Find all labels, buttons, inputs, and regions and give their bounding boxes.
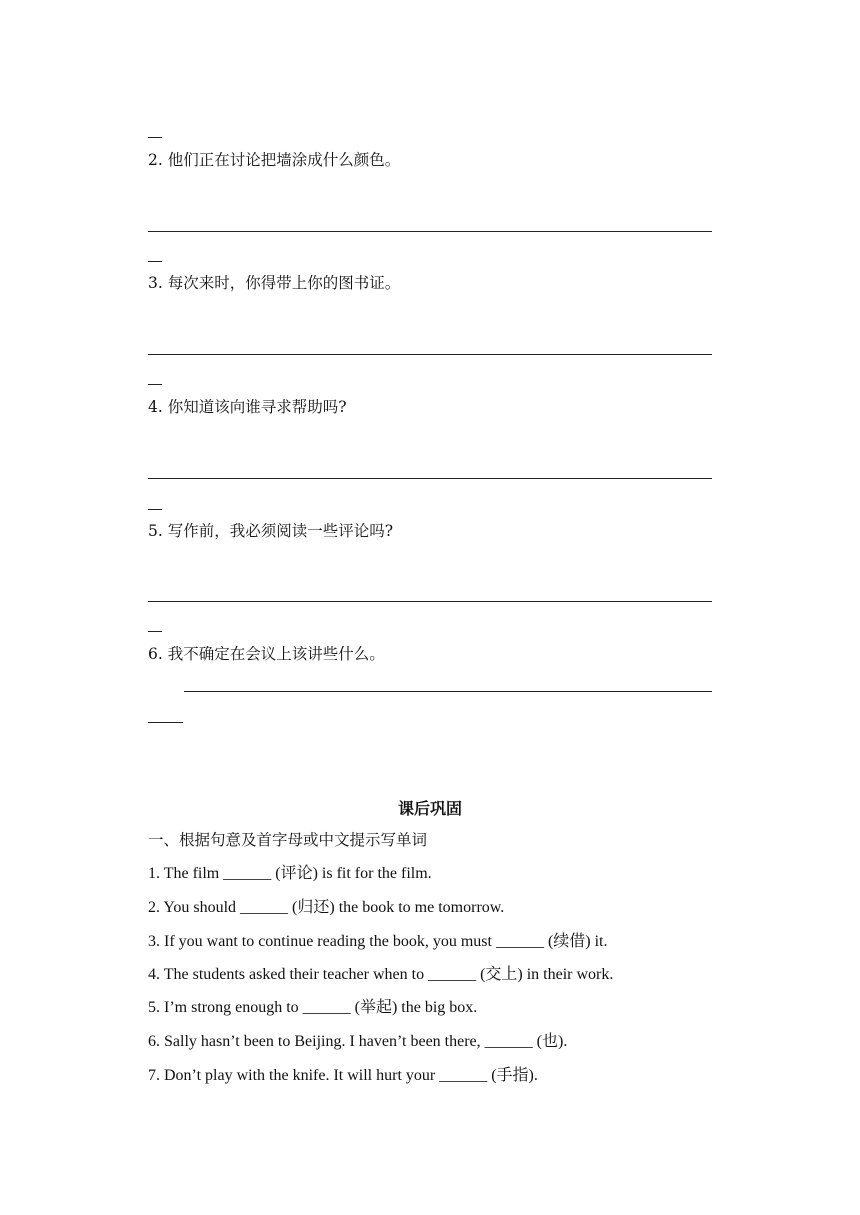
translation-item-2 (148, 150, 400, 170)
section-title: 课后巩固 (397, 799, 462, 818)
translation-item-5 (148, 521, 393, 541)
item-text: 写作前，我必须阅读一些评论吗? (167, 522, 394, 540)
exercise-2: 2. You should ______ (归还) the book to me tomorrow. (148, 899, 505, 916)
answer-line-tail (148, 722, 183, 723)
exercise-6: 6. Sally hasn’t been to Beijing. I haven’t been there, ______ (也). (148, 1033, 568, 1050)
item-number: 2. (148, 151, 163, 169)
answer-line[interactable] (148, 601, 712, 602)
answer-line[interactable] (148, 231, 712, 232)
translation-item-6 (148, 644, 385, 664)
item-text: 你知道该向谁寻求帮助吗? (167, 398, 347, 416)
answer-line-tail (148, 631, 162, 632)
answer-line[interactable] (184, 691, 712, 692)
item-text: 每次来时，你得带上你的图书证。 (167, 274, 401, 292)
exercise-5: 5. I’m strong enough to ______ (举起) the big box. (148, 999, 478, 1016)
exercise-4: 4. The students asked their teacher when to ______ (交上) in their work. (148, 966, 614, 983)
exercise-7: 7. Don’t play with the knife. It will hurt your ______ (手指). (148, 1067, 538, 1084)
item-text: 他们正在讨论把墙涂成什么颜色。 (167, 151, 401, 169)
translation-item-4 (148, 397, 347, 417)
item-number: 4. (148, 398, 163, 416)
item-number: 5. (148, 522, 163, 540)
item-text: 我不确定在会议上该讲些什么。 (167, 645, 385, 663)
exercise-3: 3. If you want to continue reading the book, you must ______ (续借) it. (148, 933, 608, 950)
answer-line-tail (148, 261, 162, 262)
answer-line[interactable] (148, 354, 712, 355)
answer-line-tail (148, 509, 162, 510)
item-number: 6. (148, 645, 163, 663)
exercise-1: 1. The film ______ (评论) is fit for the film. (148, 865, 432, 882)
answer-line-tail (148, 384, 162, 385)
translation-item-3 (148, 273, 400, 293)
part-heading: 一、根据句意及首字母或中文提示写单词 (148, 831, 428, 849)
answer-line-tail (148, 137, 162, 138)
answer-line[interactable] (148, 478, 712, 479)
item-number: 3. (148, 274, 163, 292)
